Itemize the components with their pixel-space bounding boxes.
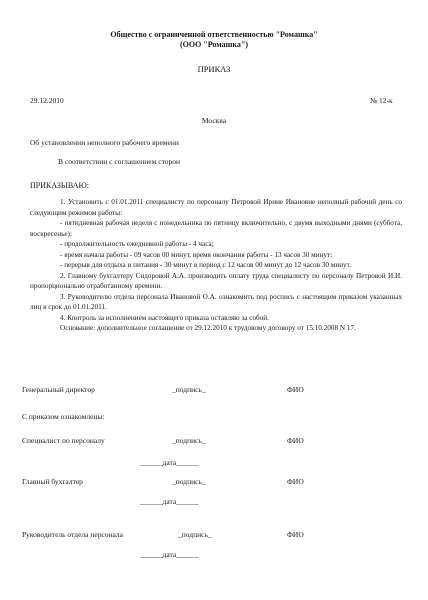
- acquainted-heading: С приказом ознакомлены:: [22, 412, 105, 421]
- order-subject: Об установлении неполного рабочего времени: [30, 138, 179, 147]
- hr-head-signature-row: [0, 530, 428, 542]
- item-1: 1. Установить с 01.01.2011 специалисту по персоналу Петровой Ирине Ивановне неполный рабочий день со следующим режимом работы:: [30, 198, 402, 217]
- chief-accountant-signature-line: _подпись_: [172, 477, 206, 486]
- chief-accountant-signature-row: [0, 477, 428, 489]
- director-fio: ФИО: [287, 385, 304, 394]
- order-word: ПРИКАЗЫВАЮ:: [30, 181, 89, 190]
- order-basis: В соответствии с соглашением сторон: [58, 157, 181, 166]
- document-type-title: ПРИКАЗ: [197, 64, 231, 74]
- hr-head-title: Руководитель отдела персонала: [22, 530, 124, 539]
- director-signature-line: _подпись_: [172, 385, 206, 394]
- org-name-line1: Общество с ограниченной ответственностью "Ромашка": [110, 30, 318, 39]
- item-1c: - время начала работы - 09 часов 00 минут, время окончания работы - 13 часов 30 минут;: [60, 250, 333, 259]
- director-title: Генеральный директор: [22, 385, 95, 394]
- hr-spec-title: Специалист по персоналу: [22, 436, 105, 445]
- order-body: [30, 197, 402, 334]
- hr-head-signature-line: _подпись_: [178, 530, 212, 539]
- hr-head-fio: ФИО: [287, 530, 304, 539]
- item-4: 4. Контроль за исполнением настоящего приказа оставляю за собой.: [60, 313, 269, 322]
- item-3: 3. Руководителю отдела персонала Ивановой О.А. ознакомить под роспись с настоящим приказом указанных лиц в срок до 01.01.2011.: [30, 292, 402, 311]
- hr-head-date-line: ______дата______: [140, 550, 199, 559]
- org-name-line2: (ООО "Ромашка"): [179, 40, 249, 49]
- hr-spec-signature-line: _подпись_: [172, 436, 206, 445]
- hr-spec-date-line: ______дата______: [140, 458, 199, 467]
- item-1a: - пятидневная рабочая неделя с понедельника по пятницу включительно, с двумя выходными днями (суббота, воскресенье);: [30, 219, 402, 238]
- director-signature-row: [0, 385, 428, 397]
- order-date: 29.12.2010: [30, 96, 64, 105]
- chief-accountant-date-line: ______дата______: [140, 497, 199, 506]
- hr-spec-fio: ФИО: [287, 436, 304, 445]
- item-1d: - перерыв для отдыха и питания - 30 минут в период с 12 часов 00 минут до 12 часов 30 минут.: [60, 261, 352, 269]
- order-number: № 12-к: [370, 96, 393, 105]
- hr-spec-signature-row: [0, 436, 428, 448]
- basis-line: Основание: дополнительное соглашение от 29.12.2010 к трудовому договору от 15.10.2008 N 17.: [60, 324, 356, 332]
- item-1b: - продолжительность ежедневной работы - 4 часа;: [60, 240, 214, 248]
- item-2: 2. Главному бухгалтеру Сидоровой А.А. производить оплату труда специалисту по персоналу Петровой И.И. пропорционально отработанному времени.: [30, 271, 402, 290]
- order-city: Москва: [201, 116, 227, 125]
- chief-accountant-fio: ФИО: [287, 477, 304, 486]
- chief-accountant-title: Главный бухгалтер: [22, 477, 83, 486]
